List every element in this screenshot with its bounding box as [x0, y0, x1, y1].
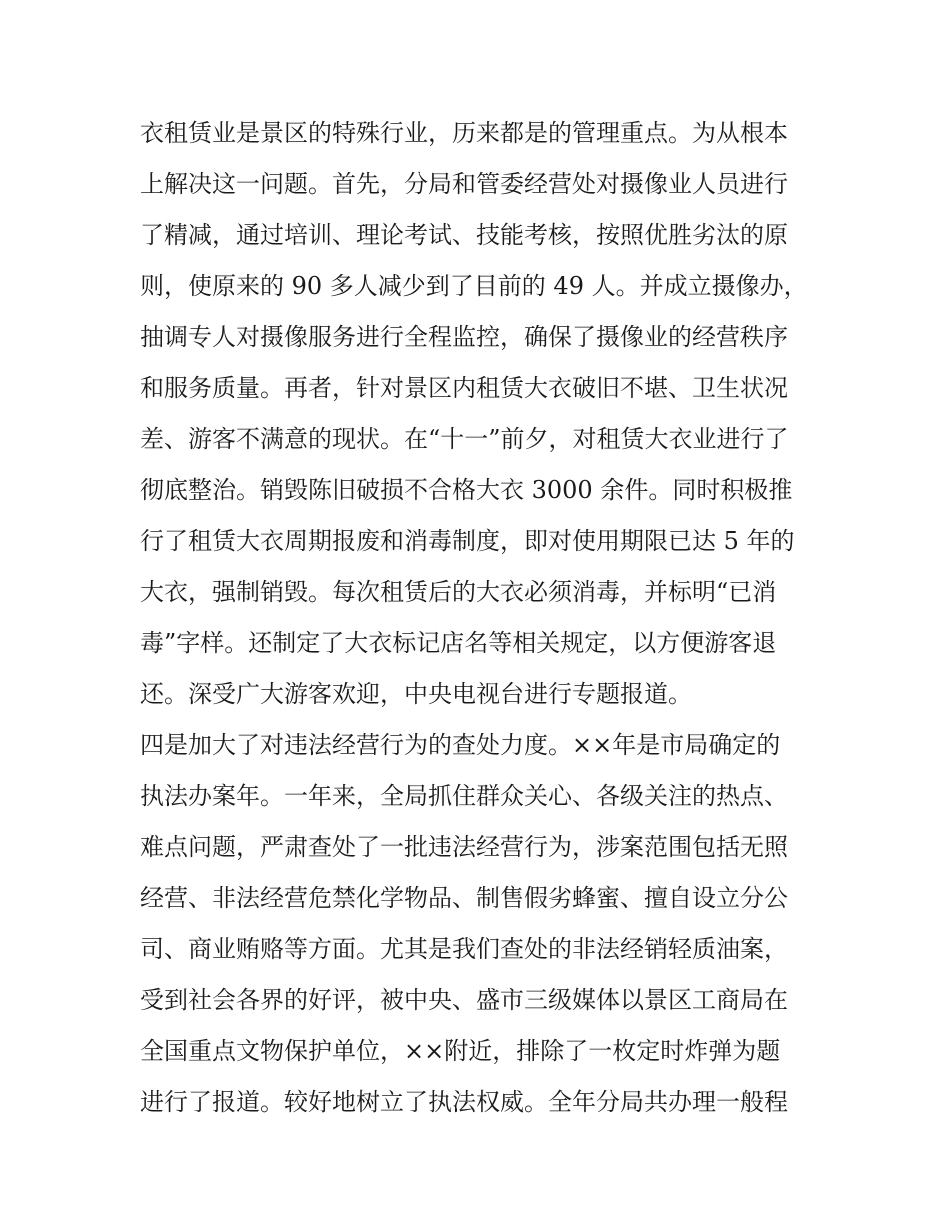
text-line-5: 抽调专人对摄像服务进行全程监控，确保了摄像业的经营秩序: [140, 323, 788, 351]
text-line-17: 司、商业贿赂等方面。尤其是我们查处的非法经销轻质油案，: [140, 935, 788, 963]
text-line-3: 了精减，通过培训、理论考试、技能考核，按照优胜劣汰的原: [140, 221, 788, 249]
text-line-12: 还。深受广大游客欢迎，中央电视台进行专题报道。: [140, 680, 692, 708]
text-line-2: 上解决这一问题。首先，分局和管委经营处对摄像业人员进行: [140, 170, 788, 198]
text-line-9: 行了租赁大衣周期报废和消毒制度，即对使用期限已达 5 年的: [140, 527, 795, 555]
text-line-16: 经营、非法经营危禁化学物品、制售假劣蜂蜜、擅自设立分公: [140, 884, 788, 912]
text-line-1: 衣租赁业是景区的特殊行业，历来都是的管理重点。为从根本: [140, 119, 788, 147]
text-line-18: 受到社会各界的好评，被中央、盛市三级媒体以景区工商局在: [140, 986, 788, 1014]
text-line-10: 大衣，强制销毁。每次租赁后的大衣必须消毒，并标明“已消: [140, 578, 777, 606]
text-line-6: 和服务质量。再者，针对景区内租赁大衣破旧不堪、卫生状况: [140, 374, 788, 402]
text-line-7: 差、游客不满意的现状。在“十一”前夕，对租赁大衣业进行了: [140, 425, 789, 453]
text-line-13: 四是加大了对违法经营行为的查处力度。××年是市局确定的: [140, 731, 781, 759]
text-line-20: 进行了报道。较好地树立了执法权威。全年分局共办理一般程: [140, 1088, 788, 1116]
body-text: [140, 108, 820, 1128]
text-line-4: 则，使原来的 90 多人减少到了目前的 49 人。并成立摄像办，: [140, 272, 808, 300]
text-line-15: 难点问题，严肃查处了一批违法经营行为，涉案范围包括无照: [140, 833, 788, 861]
text-line-11: 毒”字样。还制定了大衣标记店名等相关规定，以方便游客退: [140, 629, 777, 657]
text-line-19: 全国重点文物保护单位，××附近，排除了一枚定时炸弹为题: [140, 1037, 781, 1065]
text-line-8: 彻底整治。销毁陈旧破损不合格大衣 3000 余件。同时积极推: [140, 476, 793, 504]
text-line-14: 执法办案年。一年来，全局抓住群众关心、各级关注的热点、: [140, 782, 788, 810]
